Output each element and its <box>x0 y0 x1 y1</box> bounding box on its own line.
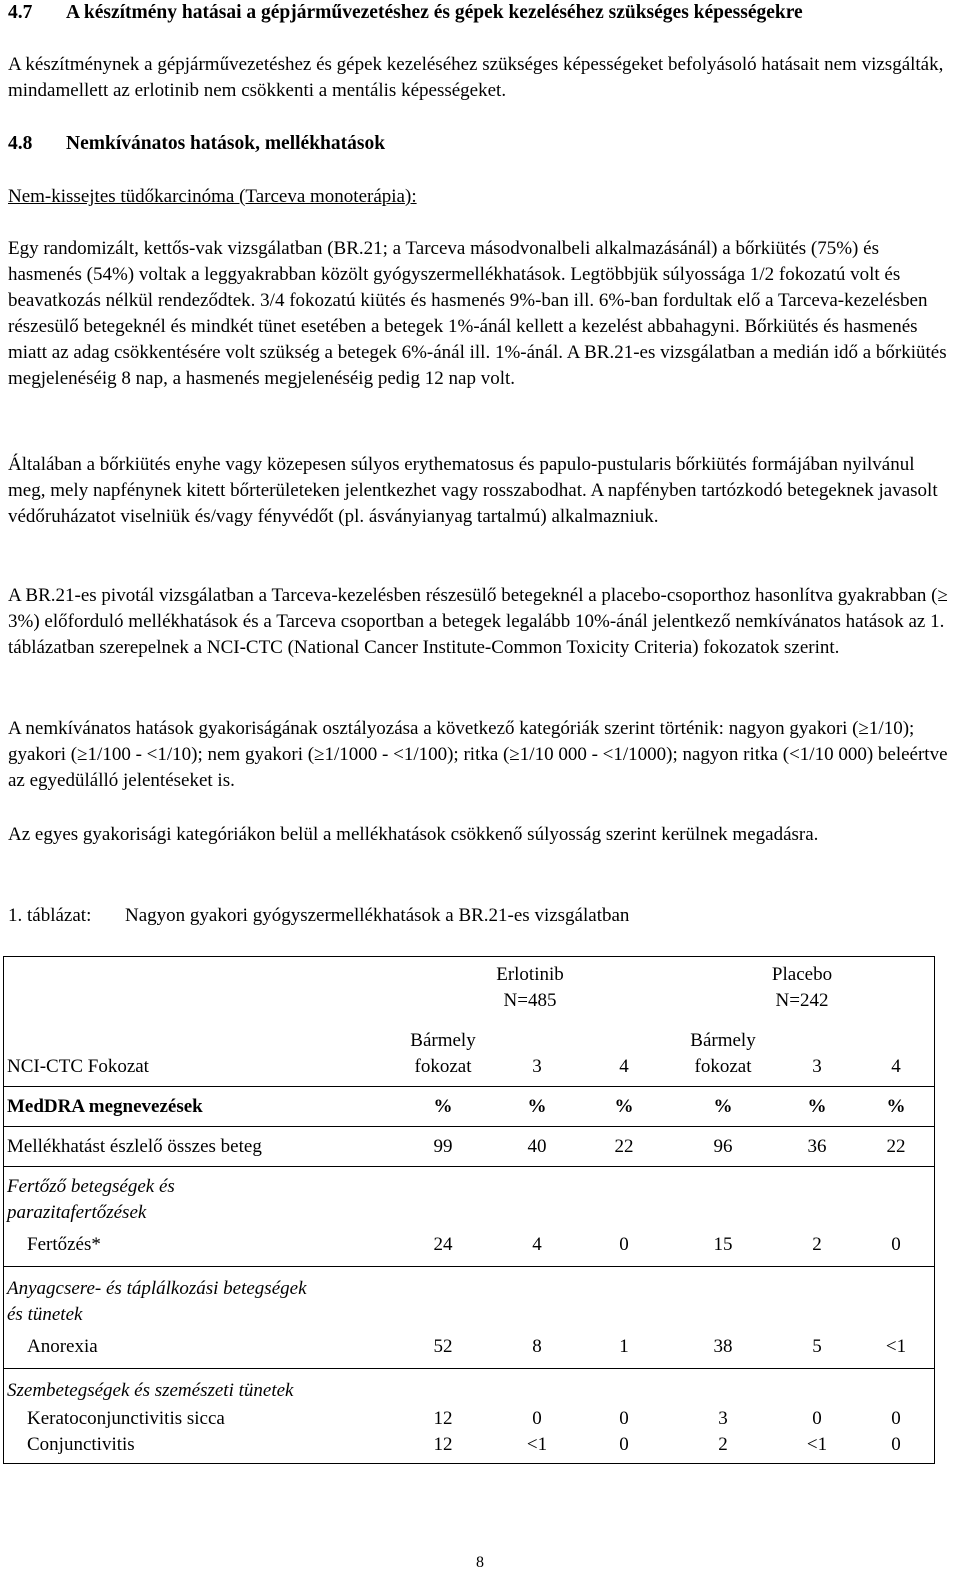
placebo-grade3-header: 3 <box>777 1016 857 1086</box>
cell-value: 1 <box>579 1328 669 1368</box>
table-row <box>3 1328 935 1368</box>
percent-header: % <box>669 1086 777 1126</box>
cell-value: <1 <box>806 1434 828 1455</box>
category-metabolism: Anyagcsere- és táplálkozási betegségek és tünetek <box>7 1278 307 1325</box>
cell-value: 0 <box>891 1434 901 1455</box>
row-label: Keratoconjunctivitis sicca <box>27 1408 225 1429</box>
adverse-reactions-table <box>3 956 935 1470</box>
percent-header: % <box>579 1086 669 1126</box>
erlotinib-group-header <box>391 956 669 1016</box>
paragraph-skin-rash: Általában a bőrkiütés enyhe vagy közepesen súlyos erythematosus és papulo-pustularis bőrkiütés formájában nyilvánul meg, mely napfénynek kitett bőrterületeken jelentkezhet vagy rosszabodhat. A napfényben tartózkodó betegeknek javasolt védőruházatot viselniük és/vagy fényvédőt (pl. ásványianyag tartalmú) alkalmazniuk. <box>8 454 938 527</box>
cell-value: 8 <box>495 1328 579 1368</box>
cell-value: 99 <box>391 1126 495 1166</box>
section-4-7-body: A készítménynek a gépjárművezetéshez és gépek kezeléséhez szükséges képességeket befolyásoló hatásait nem vizsgálták, mindamellett az erlotinib nem csökkenti a mentális képességeket. <box>8 54 944 101</box>
category-row <box>3 1166 935 1226</box>
section-title: Nemkívánatos hatások, mellékhatások <box>66 133 386 154</box>
section-4-8-heading <box>8 131 385 157</box>
paragraph-pivotal-study: A BR.21-es pivotál vizsgálatban a Tarceva-kezelésben részesülő betegeknél a placebo-csoporthoz hasonlítva gyakrabban (≥ 3%) előforduló mellékhatások és a Tarceva csoportban a betegek legalább 10%-ánál jelentkező nemkívánatos hatások az 1. táblázatban szerepelnek a NCI-CTC (National Cancer Institute-Common Toxicity Criteria) fokozatok szerint. <box>8 585 948 658</box>
erlotinib-any-grade-header: Bármely fokozat <box>391 1016 495 1086</box>
section-4-7-heading <box>8 0 803 26</box>
paragraph-frequency-classification: A nemkívánatos hatások gyakoriságának osztályozása a következő kategóriák szerint történik: nagyon gyakori (≥1/10); gyakori (≥1/100 - <1/10); nem gyakori (≥1/1000 - <1/100); ritka (≥1/10 000 - <1/1000); nagyon ritka (<1/10 000) beleértve az egyedülálló jelentéseket is. <box>8 718 948 791</box>
section-title: A készítmény hatásai a gépjárművezetéshez és gépek kezeléséhez szükséges képességekre <box>66 2 803 23</box>
nsclc-subheading: Nem-kissejtes tüdőkarcinóma (Tarceva monoterápia): <box>8 186 417 207</box>
placebo-grade4-header: 4 <box>857 1016 935 1086</box>
placebo-any-grade-header: Bármely fokozat <box>669 1016 777 1086</box>
percent-header: % <box>391 1086 495 1126</box>
cell-value: 2 <box>718 1434 728 1455</box>
cell-value: 3 <box>718 1408 728 1429</box>
table-row <box>3 1404 935 1432</box>
cell-value: 12 <box>433 1408 453 1429</box>
table-row <box>3 1126 935 1166</box>
cell-value: 0 <box>532 1408 542 1429</box>
cell-value: 38 <box>669 1328 777 1368</box>
percent-header: % <box>777 1086 857 1126</box>
erlotinib-grade3-header: 3 <box>495 1016 579 1086</box>
cell-value: 22 <box>857 1126 935 1166</box>
grade-header-row <box>3 1016 935 1086</box>
row-label: Mellékhatást észlelő összes beteg <box>3 1126 391 1166</box>
table-row <box>3 1226 935 1266</box>
erlotinib-label: Erlotinib <box>496 964 564 985</box>
cell-value: 0 <box>891 1408 901 1429</box>
category-eye: Szembetegségek és szemészeti tünetek <box>7 1380 294 1401</box>
cell-value: 2 <box>777 1226 857 1266</box>
cell-value: 4 <box>495 1226 579 1266</box>
table-row <box>3 1432 935 1470</box>
nci-ctc-header: NCI-CTC Fokozat <box>3 1016 391 1086</box>
cell-value: <1 <box>857 1328 935 1368</box>
placebo-group-header <box>669 956 935 1016</box>
paragraph-br21-results: Egy randomizált, kettős-vak vizsgálatban (BR.21; a Tarceva másodvonalbeli alkalmazásánál) a bőrkiütés (75%) és hasmenés (54%) voltak a leggyakrabban közölt gyógyszermellékhatások. Legtöbbjük súlyossága 1/2 fokozatú volt és beavatkozás nélkül rendeződtek. 3/4 fokozatú kiütés és hasmenés 9%-ban ill. 6%-ban fordultak elő a Tarceva-kezelésben részesülő betegeknél és mindkét tünet esetében a betegek 1%-ánál kellett a kezelést abbahagyni. Bőrkiütés és hasmenés miatt az adag csökkentésére volt szükség a betegek 6%-ánál ill. 1%-ánál. A BR.21-es vizsgálatban a medián idő a bőrkiütés megjelenéséig 8 nap, a hasmenés megjelenéséig pedig 12 nap volt. <box>8 238 947 389</box>
cell-value: 0 <box>857 1226 935 1266</box>
table-caption <box>8 903 629 929</box>
erlotinib-n: N=485 <box>503 990 557 1011</box>
cell-value: 12 <box>433 1434 453 1455</box>
placebo-label: Placebo <box>771 964 833 985</box>
meddra-row <box>3 1086 935 1126</box>
section-number: 4.7 <box>8 2 33 23</box>
paragraph-severity-order: Az egyes gyakorisági kategóriákon belül a mellékhatások csökkenő súlyosság szerint kerülnek megadásra. <box>8 824 819 845</box>
group-header-row <box>3 956 935 1016</box>
placebo-n: N=242 <box>775 990 829 1011</box>
table-caption-text: Nagyon gyakori gyógyszermellékhatások a BR.21-es vizsgálatban <box>125 905 630 926</box>
cell-value: 0 <box>579 1226 669 1266</box>
category-row <box>3 1368 935 1404</box>
percent-header: % <box>495 1086 579 1126</box>
cell-value: 22 <box>579 1126 669 1166</box>
row-label: Anorexia <box>3 1328 391 1368</box>
cell-value: 0 <box>812 1408 822 1429</box>
erlotinib-grade4-header: 4 <box>579 1016 669 1086</box>
cell-value: 52 <box>391 1328 495 1368</box>
row-label: Conjunctivitis <box>27 1434 135 1455</box>
row-label: Fertőzés* <box>3 1226 391 1266</box>
cell-value: 96 <box>669 1126 777 1166</box>
cell-value: 36 <box>777 1126 857 1166</box>
cell-value: <1 <box>526 1434 548 1455</box>
percent-header: % <box>857 1086 935 1126</box>
cell-value: 0 <box>619 1408 629 1429</box>
cell-value: 24 <box>391 1226 495 1266</box>
meddra-label: MedDRA megnevezések <box>3 1086 391 1126</box>
cell-value: 40 <box>495 1126 579 1166</box>
category-row <box>3 1266 935 1328</box>
table-caption-label: 1. táblázat: <box>8 905 92 926</box>
category-infection: Fertőző betegségek és parazitafertőzések <box>7 1176 175 1223</box>
page-number: 8 <box>476 1554 484 1571</box>
cell-value: 15 <box>669 1226 777 1266</box>
cell-value: 5 <box>777 1328 857 1368</box>
cell-value: 0 <box>619 1434 629 1455</box>
section-number: 4.8 <box>8 133 33 154</box>
